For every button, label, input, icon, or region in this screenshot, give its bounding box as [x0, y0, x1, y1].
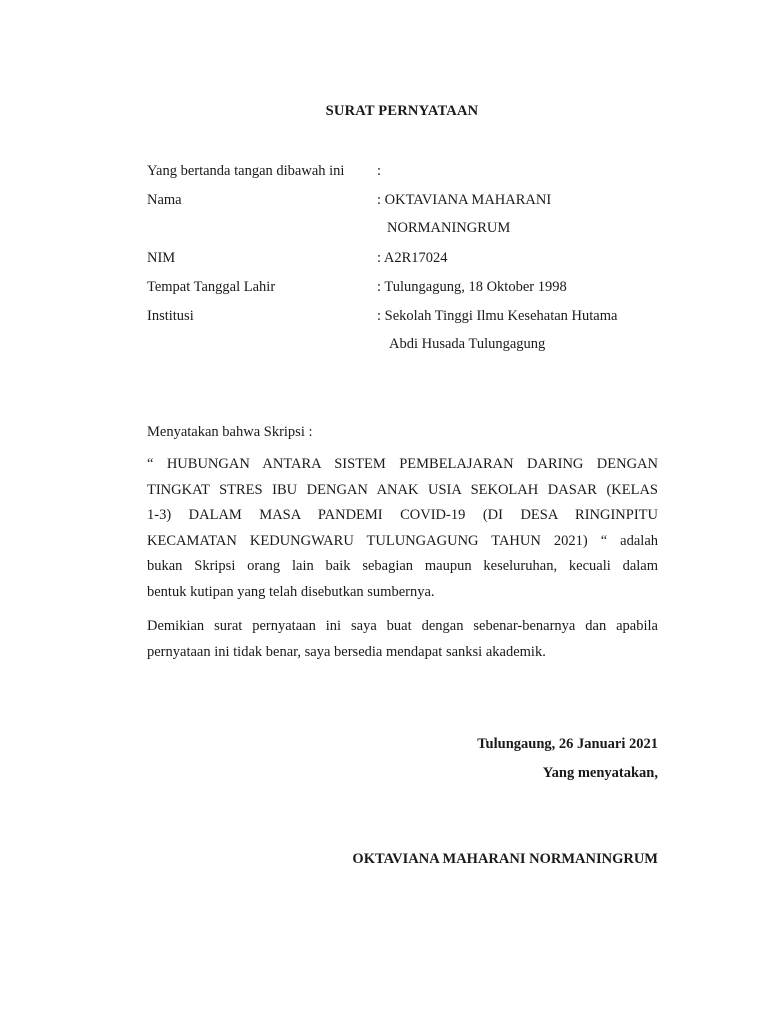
field-value: :: [377, 163, 382, 179]
closing-line: pernyataan ini tidak benar, saya bersedia mendapat sanksi akademik.: [147, 643, 546, 660]
field-row-nim: [147, 248, 667, 268]
statement-line: “ HUBUNGAN ANTARA SISTEM PEMBELAJARAN DARING DENGAN: [147, 456, 658, 472]
field-value-continuation: NORMANINGRUM: [387, 220, 511, 236]
field-value: : A2R17024: [377, 250, 448, 266]
document-title: SURAT PERNYATAAN: [325, 103, 479, 119]
closing-paragraph: [147, 614, 658, 665]
statement-line: KECAMATAN KEDUNGWARU TULUNGAGUNG TAHUN 2021) “ adalah: [147, 532, 658, 549]
field-label: Tempat Tanggal Lahir: [147, 279, 276, 295]
field-row-signer: [147, 161, 667, 181]
signatory-name: OKTAVIANA MAHARANI NORMANINGRUM: [352, 851, 658, 867]
field-row-birth: [147, 277, 667, 297]
field-label: Yang bertanda tangan dibawah ini: [147, 163, 345, 179]
statement-intro: Menyatakan bahwa Skripsi :: [147, 424, 313, 440]
field-value: : Tulungagung, 18 Oktober 1998: [377, 279, 567, 295]
statement-line: 1-3) DALAM MASA PANDEMI COVID-19 (DI DESA RINGINPITU: [147, 507, 658, 523]
field-label: Nama: [147, 192, 182, 208]
field-label: NIM: [147, 250, 176, 266]
closing-line: Demikian surat pernyataan ini saya buat dengan sebenar-benarnya dan apabila: [147, 618, 658, 634]
statement-line: bukan Skripsi orang lain baik sebagian maupun keseluruhan, kecuali dalam: [147, 558, 658, 574]
field-value-continuation: Abdi Husada Tulungagung: [389, 336, 546, 352]
signatory-label: Yang menyatakan,: [542, 765, 658, 781]
field-value: : OKTAVIANA MAHARANI: [377, 192, 552, 208]
place-date: Tulungaung, 26 Januari 2021: [477, 736, 658, 752]
field-row-name: [147, 190, 667, 210]
field-row-institution: [147, 306, 667, 326]
statement-paragraph: [147, 452, 658, 605]
statement-line: TINGKAT STRES IBU DENGAN ANAK USIA SEKOLAH DASAR (KELAS: [147, 481, 658, 498]
field-value: : Sekolah Tinggi Ilmu Kesehatan Hutama: [377, 308, 618, 324]
field-label: Institusi: [147, 308, 194, 324]
statement-line: bentuk kutipan yang telah disebutkan sumbernya.: [147, 583, 435, 600]
